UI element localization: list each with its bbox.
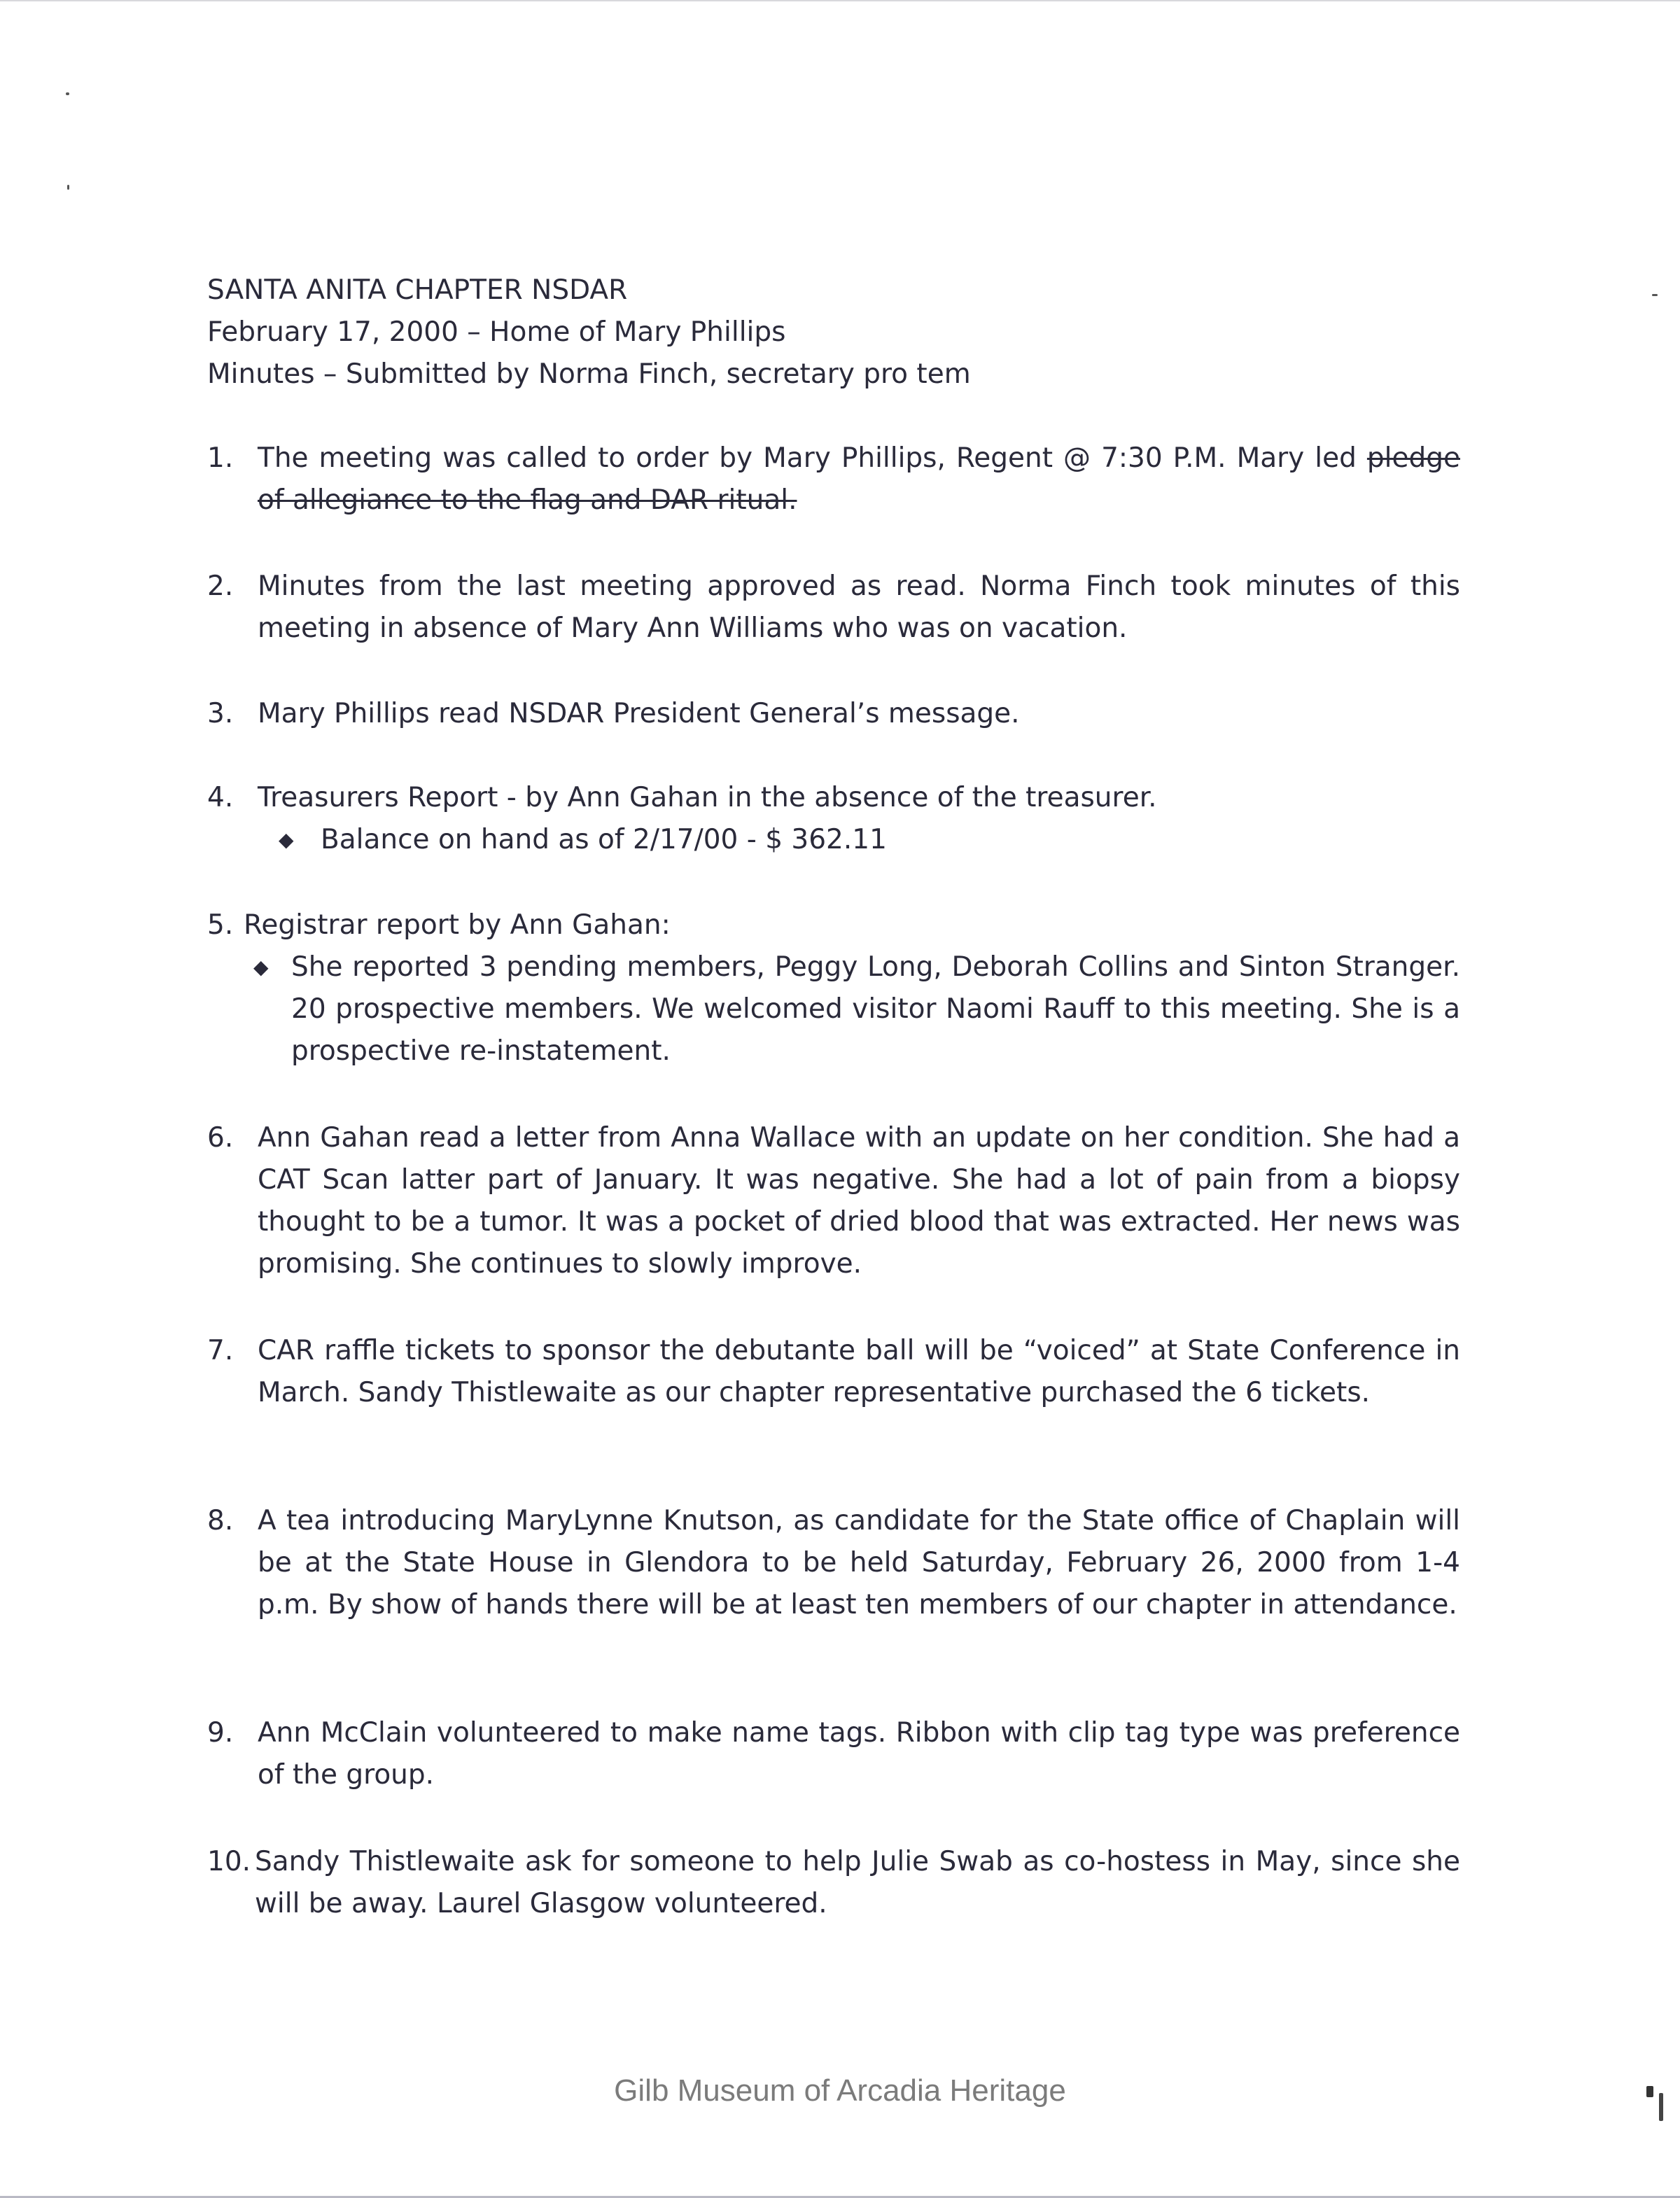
minutes-submitter: Minutes – Submitted by Norma Finch, secretary pro tem [207, 358, 971, 390]
item-text: Mary Phillips read NSDAR President General’s message. [258, 698, 1020, 729]
scan-speck [1652, 294, 1658, 296]
minutes-item-8 [207, 1500, 1460, 1626]
struck-text: pledge of allegiance to the flag and DAR ritual. [258, 442, 1460, 516]
item-number: 10. [207, 1846, 251, 1877]
minutes-item-5 [207, 904, 1460, 1072]
item-text: CAR raffle tickets to sponsor the debutante ball will be “voiced” at State Conference in March. Sandy Thistlewaite as our chapter representative purchased the 6 tickets. [258, 1335, 1460, 1408]
item-text [258, 438, 1460, 522]
treasurer-balance: Balance on hand as of 2/17/00 - $ 362.11 [321, 824, 887, 855]
minutes-item-10 [207, 1841, 1460, 1925]
diamond-bullet-icon: ◆ [253, 955, 269, 979]
meeting-date-location: February 17, 2000 – Home of Mary Phillips [207, 316, 786, 348]
item-number: 6. [207, 1122, 234, 1154]
item-number: 1. [207, 442, 234, 474]
item-text: Registrar report by Ann Gahan: [244, 909, 671, 941]
scan-speck [67, 185, 69, 190]
item-number: 2. [207, 570, 234, 602]
minutes-item-6 [207, 1117, 1460, 1285]
item-text: Ann Gahan read a letter from Anna Wallace with an update on her condition. She had a CAT Scan latter part of January. It was negative. She had a lot of pain from a biopsy thought to be a tumor. It was a pocket of dried blood that was extracted. Her news was promising. She continues to slowly improve. [258, 1122, 1460, 1280]
bullet-item [258, 819, 1460, 861]
minutes-item-4 [207, 777, 1460, 861]
museum-watermark: Gilb Museum of Arcadia Heritage [614, 2073, 1066, 2108]
item-text: Ann McClain volunteered to make name tags. Ribbon with clip tag type was preference of the group. [258, 1717, 1460, 1791]
minutes-item-1 [207, 438, 1460, 522]
item-number: 9. [207, 1717, 234, 1749]
organization-title: SANTA ANITA CHAPTER NSDAR [207, 274, 628, 306]
minutes-item-7 [207, 1330, 1460, 1414]
item-text-main: The meeting was called to order by Mary Phillips, Regent @ 7:30 P.M. Mary led [258, 442, 1357, 474]
item-text: Minutes from the last meeting approved as read. Norma Finch took minutes of this meeting in absence of Mary Ann Williams who was on vacation. [258, 570, 1460, 644]
item-text: A tea introducing MaryLynne Knutson, as candidate for the State office of Chaplain will be at the State House in Glendora to be held Saturday, February 26, 2000 from 1-4 p.m. By show of hands there will be at least ten members of our chapter in attendance. [258, 1505, 1460, 1620]
registrar-details: She reported 3 pending members, Peggy Long, Deborah Collins and Sinton Stranger. 20 prospective members. We welcomed visitor Naomi Rauff to this meeting. She is a prospective re-instatement. [291, 951, 1460, 1067]
item-text: Sandy Thistlewaite ask for someone to help Julie Swab as co-hostess in May, since she will be away. Laurel Glasgow volunteered. [255, 1846, 1460, 1919]
item-number: 7. [207, 1335, 234, 1366]
minutes-item-3 [207, 693, 1460, 735]
item-text: Treasurers Report - by Ann Gahan in the absence of the treasurer. [258, 782, 1157, 813]
minutes-item-2 [207, 566, 1460, 650]
diamond-bullet-icon: ◆ [279, 828, 294, 851]
item-number: 3. [207, 698, 234, 729]
bullet-item [244, 946, 1460, 1072]
item-number: 8. [207, 1505, 234, 1536]
item-number: 5. [207, 909, 234, 941]
scan-speck [66, 92, 69, 95]
minutes-item-9 [207, 1712, 1460, 1796]
document-header [207, 270, 1460, 396]
item-number: 4. [207, 782, 234, 813]
